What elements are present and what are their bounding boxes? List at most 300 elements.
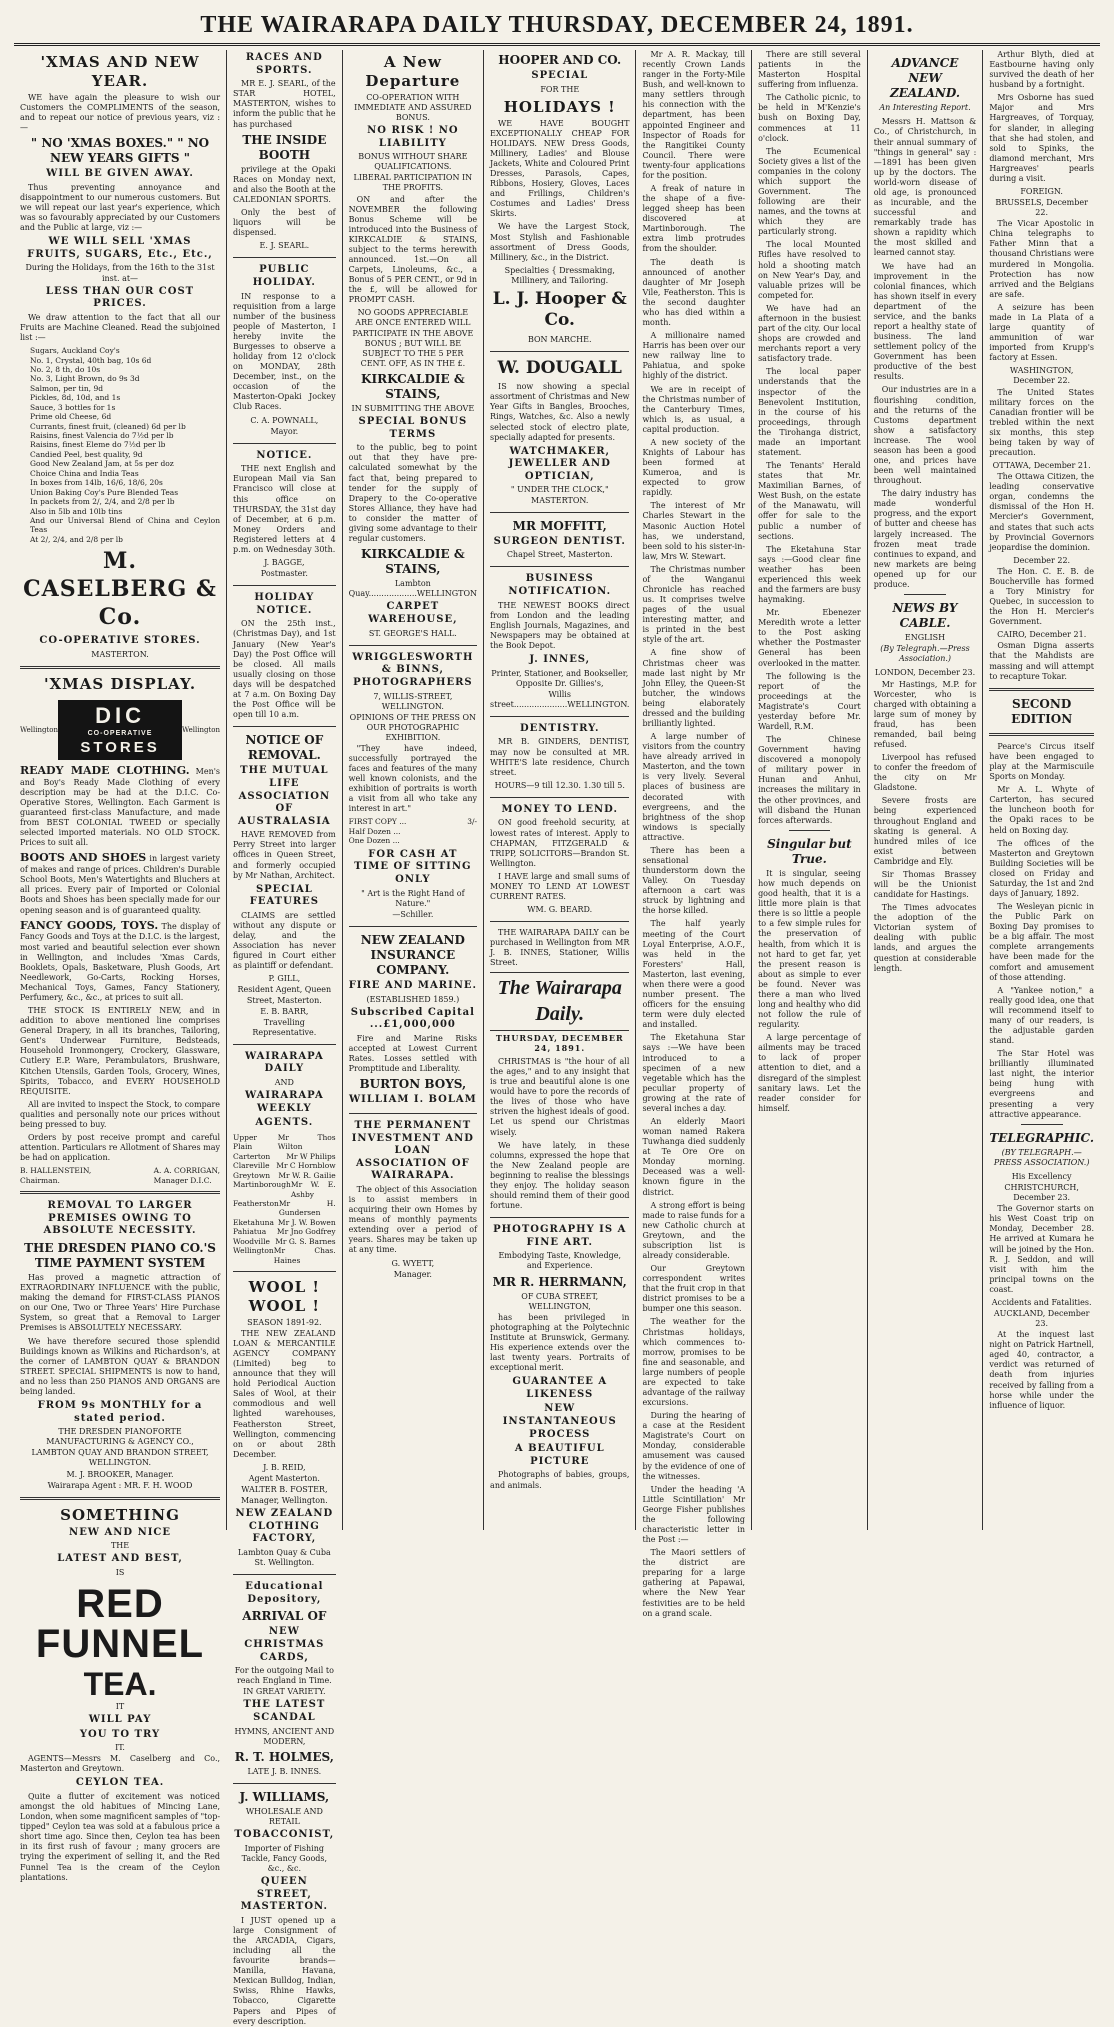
during-line: During the Holidays, from the 16th to the 31st inst. at—: [25, 263, 215, 283]
news-item: We are in receipt of the Christmas number of the Canterbury Times, which is, as usual, a capital production.: [642, 384, 746, 434]
accident-item: At the inquest last night on Patrick Hartnell, aged 40, contractor, a verdict was returned of death from injuries received by falling from a horse while under the influence of liquor.: [989, 1330, 1094, 1410]
reid-sig: J. B. REID,: [263, 1462, 306, 1472]
agent-person: Mr H. Gundersen: [278, 1198, 336, 1218]
news-item: Mr. Ebenezer Meredith wrote a letter to the Post asking whether the Postmaster General has been overlooked in the matter.: [758, 608, 861, 668]
permanent-heading: THE PERMANENT INVESTMENT AND LOAN ASSOCIATION OF WAIRARAPA.: [351, 1120, 474, 1182]
holiday-notice-heading: HOLIDAY NOTICE.: [254, 592, 315, 616]
holiday-notice-text: ON the 25th inst., (Christmas Day), and 1st January (New Year's Day) the Post Office will be closed. All mails usually closing on those days will be despatched at 7 a.m. On Boxing Day the Post Office will be open till 10 a.m.: [233, 619, 336, 720]
agent-town: Wellington: [233, 1246, 274, 1256]
schiller-line: —Schiller.: [392, 909, 434, 919]
agent-row: [233, 1237, 336, 1246]
column-7: [868, 50, 984, 1530]
dic-logo-mid: CO-OPERATIVE: [87, 729, 153, 737]
opinions-text: "They have indeed, successfully portrayed the faces and features of the many well known colonists, and the exhibition of portraits is worth a visit from all who take any interest in art.": [348, 743, 478, 814]
cable-item: The Times advocates the adoption of the Victorian system of dealing with public lands, and argues the question at considerable length.: [873, 903, 977, 973]
agent-town: Woodville: [233, 1236, 270, 1246]
gill-title: Resident Agent, Queen Street, Masterton.: [237, 985, 332, 1005]
agents-heading: AGENTS.: [255, 1117, 314, 1129]
column-2: [227, 50, 343, 2026]
hooper-text: WE HAVE BOUGHT EXCEPTIONALLY CHEAP FOR HOLIDAYS. NEW Dress Goods, Millinery, Ladies' and Blouse Jackets, White and Coloured Print Dresses, Parasols, Capes, Ribbons, Hosiery, Gloves, Laces and Frillings, Children's Costumes and Ladies' Dress Skirts.: [490, 118, 630, 219]
price-item: No. 2, 8 th, do 10s: [30, 364, 101, 374]
divider: [233, 1574, 336, 1575]
is-line: IS: [115, 1567, 125, 1577]
brooker-line: M. J. BROOKER, Manager.: [66, 1469, 174, 1479]
the-line: THE: [110, 1541, 130, 1551]
divider: [490, 1217, 629, 1218]
singular-text: It is singular, seeing how much depends on good health, that it is a little more plain is that there is so little a people to a few simple rules for the preservation of health, from which it is not hard to get far, yet the present reason is about as simple to ever be found. Never was there a man who lived long and healthy who did not follow the rule of regularity.: [758, 869, 861, 1030]
williams-text: I JUST opened up a large Consignment of the ARCADIA, Cigars, including all the favourite brands—Manilla, Havana, Mexican Bulldog, Indian, Swiss, Rhine Hawks, Tobacco, Cigarette Papers and Pipes of every description.: [233, 1915, 336, 2026]
bagge-sig: J. BAGGE,: [264, 558, 305, 567]
stock-text: THE STOCK IS ENTIRELY NEW, and in addition to above mentioned line comprises General Drapery, in all its branches, Tailoring, Gent's Underwear Furniture, Bedsteads, Household Ironmongery, Crockery, Glassware, Cutlery E.P. Ware, Perambulators, Brushware, Kitchen Utensils, Garden Tools, Grocery, Wines, Spirits, Tobacco, and EVERY HOUSEHOLD REQUISITE.: [20, 1006, 221, 1096]
ceylon-text: Quite a flutter of excitement was noticed amongst the old habitues of Mincing Lane, London, when some magnificent samples of "top-tipped" Ceylon tea was sold at a fabulous price a short time ago. Since then, Ceylon tea has been in its first rush of favour ; many grocers are trying the experiment of selling it, and the Red Funnel Tea is the cream of the Ceylon plantations.: [20, 1792, 221, 1882]
dresden-heading: THE DRESDEN PIANO CO.'S TIME PAYMENT SYSTEM: [24, 1240, 216, 1270]
brussels-dateline: BRUSSELS, December 22.: [995, 198, 1088, 218]
agent-row: [233, 1199, 336, 1218]
postmaster-title: Postmaster.: [260, 569, 308, 579]
williams-name: J. WILLIAMS,: [239, 1789, 330, 1804]
agent-town: Greytown: [233, 1170, 271, 1180]
news-item: Under the heading 'A Little Scintillation' Mr George Fisher publishes the following characteristic letter in the Post :—: [642, 1484, 746, 1545]
specialties: Specialties { Dressmaking, Millinery, and Tailoring.: [504, 265, 615, 285]
foreign-item: A seizure has been made in La Plata of a large quantity of ammunition of war imported from Krupp's factory at Essen.: [989, 302, 1094, 363]
for-the: FOR THE: [540, 84, 580, 94]
notice-text: THE next English and European Mail via San Francisco will close at this office on THURSDAY, the 31st day of December, at 6 p.m. Money Orders and Registered letters at 4 p.m. on Wednesday 30th.: [233, 464, 336, 554]
printer-line: Printer, Stationer, and Bookseller, Opposite Dr. Gillies's,: [491, 668, 629, 688]
booth-text: privilege at the Opaki Races on Monday next, and also the Booth at the CALEDONIAN SPORTS.: [233, 164, 336, 205]
english-mail: For the outgoing Mail to reach England in Time.: [234, 1666, 334, 1686]
herrmann-addr: OF CUBA STREET, WELLINGTON,: [521, 1291, 599, 1311]
news-item: Mrs Osborne has sued Major and Mrs Hargreaves, of Torquay, for slander, in alleging that she had stolen, and sold to Spinks, the diamond merchant, Mrs Hargreaves' pearls during a visit.: [989, 93, 1094, 183]
educational-heading: Educational Depository,: [245, 1581, 324, 1605]
divider: [989, 733, 1094, 736]
fancy-text: The display of Fancy Goods and Toys at the D.I.C. is the largest, most varied and beautiful selection ever shown in Wellington, and includes 'Xmas Cards, Booklets, Opals, Basketware, Plush Goods, Art Needlework, Go-Carts, Rocking Horses, Mechanical Toys, Games, Fancy Stationery, Perfumery, &c., &c., at prices to suit all.: [20, 921, 221, 1002]
news-item: The Christmas number of the Wanganui Chronicle has reached us. It comprises twelve pages of the usual interesting matter, and is printed in the best style of the art.: [642, 564, 746, 645]
divider: [490, 512, 629, 513]
established: (ESTABLISHED 1859.): [366, 994, 460, 1004]
column-4: [484, 50, 636, 1530]
queen-st-line: QUEEN STREET, MASTERTON.: [240, 1876, 329, 1913]
innes-name: J. INNES,: [529, 653, 591, 665]
column-3: [343, 50, 484, 1530]
foreign-item: The United States military forces on the Canadian frontier will be trebled within the next six months, this step being taken by way of precaution.: [989, 387, 1094, 457]
agent-row: [233, 1133, 336, 1152]
caselberg-name: M. CASELBERG & Co.: [23, 548, 217, 630]
divider: [789, 830, 830, 831]
news-item: Our Greytown correspondent writes that the fruit crop in that district promises to be a bumper one this season.: [642, 1264, 746, 1314]
lambton-line: LAMBTON QUAY AND BRANDON STREET, WELLINGTON.: [31, 1448, 209, 1468]
price-row: [349, 817, 477, 826]
beard-sig: WM. G. BEARD.: [527, 905, 593, 915]
price-item: Sauce, 3 bottles for 1s: [30, 402, 116, 412]
new-cards: NEW CHRISTMAS CARDS,: [244, 1626, 325, 1663]
news-cable-heading: NEWS BY CABLE.: [892, 601, 958, 631]
special-text: CLAIMS are settled without any dispute or delay, and the Association has never figured in Court either as plaintiff or defendant.: [233, 910, 336, 971]
dougall-text: IS now showing a special assortment of Christmas and New Year Gifts in Bangles, Brooches, Rings, Watches, &c. Also a newly selected stock of electro plate, specially adapted for presents.: [490, 382, 630, 442]
guarantee-line: GUARANTEE A LIKENESS: [512, 1376, 608, 1400]
kirkcaldie-name: KIRKCALDIE & STAINS,: [361, 371, 465, 401]
subscribed: Subscribed Capital ...£1,000,000: [350, 1006, 475, 1031]
willis-st-line: Willis street.....................WELLINGTON.: [490, 689, 630, 709]
sunday-text: Photographs of babies, groups, and animals.: [490, 1470, 630, 1490]
display-heading: 'XMAS DISPLAY.: [43, 675, 197, 694]
price-item: In packets from 2/, 2/4, and 2/8 per lb: [30, 497, 175, 507]
advance-text: Messrs H. Mattson & Co., of Christchurch, in their annual summary of "things in general" say :—1891 has been given up by the doctors. The world-worn disease of old age, is pronounced as incurable, and the successful and remarkably trade has shown a rapidity which the most skilled and learned cannot stay.: [873, 117, 977, 258]
news-item: We have had an afternoon in the busiest part of the city. Our local shops are crowded and merchants report a very satisfactory trade.: [758, 303, 861, 364]
boots-heading: BOOTS AND SHOES: [20, 851, 147, 865]
fire-marine: FIRE AND MARINE.: [348, 980, 477, 992]
xmas-heading: 'XMAS AND NEW YEAR.: [40, 53, 200, 90]
foreign-item: The Ottawa Citizen, the leading conservative organ, condemns the dismissal of the Hon H. Mercier's Government, and states that such acts by Provincial Governors jeopardise the dominion.: [989, 472, 1094, 552]
special-word: SPECIAL: [531, 70, 589, 82]
excellency-heading: His Excellency: [1011, 1171, 1072, 1181]
chapel-st: Chapel Street, Masterton.: [506, 550, 613, 560]
something-line: SOMETHING: [60, 1505, 180, 1524]
price-row: [349, 827, 477, 836]
price-item: Salmon, per tin, 9d: [30, 383, 104, 393]
departure-text: ON and after the NOVEMBER the following Bonus Scheme will be introduced into the Business of KIRKCALDIE & STAINS, subject to the terms herewith announced. 1st.—On all Carpets, Linoleums, &c., a Bonus of 5 PER CENT., or 9d in the £, will be allowed for PROMPT CASH.: [348, 194, 478, 305]
importer-line: Importer of Fishing Tackle, Fancy Goods, &c., &c.: [241, 1843, 328, 1873]
divider: [233, 257, 336, 258]
divider: [233, 1044, 336, 1045]
local-item: Mr A. L. Whyte of Carterton, has secured the luncheon booth for the Opaki races to be held on Boxing day.: [989, 785, 1094, 835]
divider: [233, 726, 336, 727]
wai-daily: WAIRARAPA DAILY: [244, 1050, 324, 1075]
holmes-name: R. T. HOLMES,: [234, 1749, 334, 1764]
news-item: A large number of visitors from the country have already arrived in Masterton, and the town is very lively. Several places of business are decorated with evergreens, and the brightness of the shop windows is specially attractive.: [642, 732, 746, 842]
notice-heading: NOTICE.: [256, 449, 313, 461]
orders-text: Orders by post receive prompt and careful attention. Particulars re Allotment of Shares may be had on application.: [20, 1132, 221, 1163]
new-nice-line: NEW AND NICE: [69, 1526, 171, 1538]
ceylon-heading: CEYLON TEA.: [75, 1777, 165, 1789]
divider: [233, 1271, 336, 1272]
news-item: The Eketahuna Star says :—We have been introduced to a specimen of a new vegetable which has the peculiar property of growing at the rate of several inches a day.: [642, 1033, 746, 1113]
moffitt-name: MR MOFFITT,: [512, 518, 607, 533]
news-item: A strong effort is being made to raise funds for a new Catholic church at Greytown, and the subscription list is already considerable.: [642, 1200, 746, 1260]
red-funnel: RED FUNNEL: [35, 1581, 205, 1666]
reid-title: Agent Masterton.: [248, 1473, 320, 1483]
news-item: A freak of nature in the shape of a five-legged sheep has been discovered at Martinborough. The extra limb protrudes from the shoulder.: [642, 184, 746, 254]
nzcf-heading: NEW ZEALAND CLOTHING FACTORY,: [235, 1508, 334, 1545]
manager-title: Manager D.I.C.: [153, 1175, 212, 1185]
cable-item: Severe frosts are being experienced throughout England and skating is general. A hundred miles of ice exist between Cambridge and Ely.: [873, 796, 977, 866]
special-features: SPECIAL FEATURES: [249, 883, 319, 908]
agent-town: Martinborough: [233, 1180, 291, 1190]
masterton-line: MASTERTON.: [91, 650, 149, 659]
price-item: Candied Peel, best quality, 9d: [30, 449, 143, 459]
cable-item: Sir Thomas Brassey will be the Unionist candidate for Hastings.: [873, 869, 977, 900]
divider: [349, 1113, 477, 1114]
washington-dateline: WASHINGTON, December 22.: [1009, 366, 1074, 386]
cash-line: FOR CASH AT TIME OF SITTING ONLY: [354, 848, 472, 885]
telegraphic-sub: (BY TELEGRAPH.—PRESS ASSOCIATION.): [993, 1147, 1090, 1167]
bonus-text: to the public, beg to point out that they have pre-calculated somewhat by the fact that, being prepared to tender for the supply of Drapery to the Co-operative Stores Alliance, they have had to consider the matter of giving some advantage to their regular customers.: [348, 443, 478, 544]
news-item: The local paper understands that the inspector of the Benevolent Institution, in the course of his proceedings, through the Tirohanga district, made an important statement.: [758, 367, 861, 457]
ottawa-dateline: OTTAWA, December 21.: [992, 461, 1091, 471]
price-item: At 2/, 2/4, and 2/8 per lb: [30, 534, 123, 544]
news-item: Arthur Blyth, died at Eastbourne having only survived the death of her husband by a fortnight.: [989, 50, 1094, 90]
editorial-1: CHRISTMAS is "the hour of all the ages," and to any insight that is true and beautiful alone is one would have to pore the records of the lives of those who have striven the highest ideals of good. Let us spend our Christmas wisely.: [490, 1057, 630, 1137]
barr-title: Travelling Representative.: [252, 1017, 317, 1037]
price-item: Union Baking Coy's Pure Blended Teas: [30, 487, 179, 497]
new-departure: A New Departure: [365, 53, 461, 90]
news-item: There has been a sensational thunderstorm down the Valley. On Tuesday afternoon a cart was struck by lightning and the horse killed.: [642, 845, 746, 916]
attention-para: We draw attention to the fact that all our Fruits are Machine Cleaned. Read the subjoined list :—: [20, 312, 221, 342]
dic-logo-top: DIC: [95, 703, 145, 729]
dresden-text-2: We have therefore secured those splendid Buildings known as Wilkins and Richardson's, at the corner of LAMBTON QUAY & BRANDON STREET. SPECIAL SHIPMENTS is now to hand, and no less than 250 PIANOS AND ORGANS are being landed.: [20, 1336, 221, 1396]
watchmaker: WATCHMAKER, JEWELLER AND OPTICIAN,: [508, 445, 611, 482]
price-row: [349, 836, 477, 845]
price-label: FIRST COPY ...: [348, 817, 407, 827]
from-9s: FROM 9s MONTHLY for a stated period.: [37, 1400, 203, 1424]
news-item: The interest of Mr Charles Stewart in the Masonic Auction Hotel has, we understand, been sold to his sister-in-law, Mrs W. Stewart.: [642, 501, 746, 561]
news-item: The death is announced of another daughter of Mr Joseph Vile, Featherston. This is the second daughter who has died within a month.: [642, 257, 746, 328]
price-item: Choice China and India Teas: [30, 468, 139, 478]
xmas-para-1: WE have again the pleasure to wish our Customers the COMPLIMENTS of the season, and to repeat our notice of previous years, viz :—: [20, 92, 221, 133]
telegraphic-heading: TELEGRAPHIC.: [989, 1130, 1094, 1145]
news-item: A fine show of Christmas cheer was made last night by Mr John Elley, the Queen-St butcher, the windows being elaborately dressed and the building brilliantly lighted.: [642, 648, 746, 728]
column-8: [983, 50, 1100, 1530]
boots-text: in largest variety of makes and range of prices. Children's Durable School Boots, Men's Watertights and Bluchers at all prices. Every pair of Imported or Colonial Boots and Shoes has been specially made for our opening season and is of guaranteed quality.: [20, 854, 221, 915]
agent-person: Mr W Philips: [286, 1151, 336, 1161]
agent-person: Mr J. W. Bowen: [277, 1217, 336, 1227]
agent-row: [233, 1152, 336, 1161]
holidays-word: HOLIDAYS !: [503, 97, 616, 116]
nzic-heading: NEW ZEALAND INSURANCE COMPANY.: [360, 932, 465, 978]
hooper-heading: HOOPER AND CO.: [498, 53, 622, 67]
bon-marche: BON MARCHE.: [527, 334, 592, 344]
photo-sub: Embodying Taste, Knowledge, and Experience.: [498, 1251, 622, 1271]
cable-item: Liverpool has refused to confer the freedom of the city on Mr Gladstone.: [873, 753, 977, 793]
foreign-item: The Hon. C. E. B. de Boucherville has formed a Tory Ministry for Quebec, in succession to the Hon H. Mercier's Government.: [989, 566, 1094, 627]
photo-heading: PHOTOGRAPHY IS A FINE ART.: [493, 1224, 627, 1248]
no-risk: NO RISK ! NO LIABILITY: [367, 125, 459, 149]
latest-line: LATEST AND BEST,: [57, 1553, 183, 1565]
under-clock: " UNDER THE CLOCK," MASTERTON.: [510, 485, 609, 505]
wai-agent-line: Wairarapa Agent : MR. F. H. WOOD: [47, 1480, 193, 1490]
news-item: A new society of the Knights of Labour has been formed at Kumeroa, and is expected to grow rapidly.: [642, 437, 746, 498]
dic-logo-bottom: STORES: [80, 738, 160, 756]
foreign-item: The Vicar Apostolic in China telegraphs to Father Minn that a thousand Christians were murdered in Mongolia. Protection has now arrived and the Belgians are safe.: [989, 219, 1094, 299]
news-item: The Chinese Government having discovered a monopoly of military power in Hunan and Anhui, increases the military in the other provinces, and will disband the Hunan forces afterwards.: [758, 735, 861, 825]
local-item: Pearce's Circus itself have been engaged to play at the Marmiscuile Sports on Monday.: [989, 741, 1094, 782]
coop-line: CO-OPERATION WITH IMMEDIATE AND ASSURED BONUS.: [354, 92, 472, 122]
advance-text-2: We have had an improvement in the colonial finances, which has shown itself in every department of the service, and the banks report a healthy state of business. The land settlement policy of the Government has been productive of the best results.: [873, 261, 977, 382]
dresden-text: Has proved a magnetic attraction of EXTRAORDINARY INFLUENCE with the public, making the demand for FIRST-CLASS PIANOS on our One, Two or Three Years' Hire Purchase System, so great that a Removal to Larger Premises is ABSOLUTELY NECESSARY.: [20, 1273, 221, 1333]
holmes-late: LATE J. B. INNES.: [247, 1766, 322, 1776]
wholesale-line: WHOLESALE AND RETAIL: [245, 1807, 323, 1827]
divider: [490, 921, 629, 922]
divider: [233, 585, 336, 586]
divider: [490, 566, 629, 567]
price-item: And our Universal Blend of China and Ceylon Teas: [30, 515, 221, 535]
carpet-warehouse: CARPET WAREHOUSE,: [368, 601, 458, 626]
mutual-text: HAVE REMOVED from Perry Street into larger offices in Queen Street, and formerly occupied by Mr Nathan, Architect.: [233, 830, 336, 880]
agent-row: [233, 1246, 336, 1265]
column-5: [636, 50, 752, 1618]
bonus-line: BONUS WITHOUT SHARE QUALIFICATIONS.: [358, 152, 468, 172]
manager-name: A. A. CORRIGAN,: [153, 1166, 221, 1176]
price-item: Currants, finest fruit, (cleaned) 6d per lb: [30, 421, 186, 431]
books-text: THE NEWEST BOOKS direct from London and the leading English Journals, Magazines, and Newspapers may be obtained at the Book Depot.: [490, 600, 630, 650]
agents-line: AGENTS—Messrs M. Caselberg and Co., Masterton and Greytown.: [20, 1754, 221, 1774]
divider: [349, 926, 477, 927]
price-item: Raisins, finest Valencia do 7½d per lb: [30, 431, 174, 440]
books-heading: BUSINESS NOTIFICATION.: [508, 573, 612, 597]
cairo-dateline: CAIRO, December 21.: [997, 630, 1087, 640]
divider: [490, 716, 629, 717]
agent-person: Mr G. S. Barnes: [275, 1236, 336, 1246]
price-label: Half Dozen ...: [348, 826, 401, 836]
chairman-title: Chairman.: [20, 1175, 60, 1185]
news-item: An elderly Maori woman named Rakera Tuwhanga died suddenly at Te Ore Ore on Monday morning. Deceased was a well-known figure in the district.: [642, 1116, 746, 1197]
season-line: SEASON 1891-92.: [247, 1317, 322, 1327]
beautiful-line: A BEAUTIFUL PICTURE: [514, 1443, 605, 1467]
dic-row: [20, 696, 220, 764]
xmas-para-2: Thus preventing annoyance and disappointment to our numerous customers. But we will repeat our last year's experience, which was so favourably appreciated by our Customers and the Public at large, viz :—: [20, 182, 221, 233]
accidents-heading: Accidents and Fatalities.: [991, 1297, 1092, 1307]
dic-logo: [58, 700, 182, 760]
submitting-line: IN SUBMITTING THE ABOVE: [351, 404, 475, 414]
agent-town: Pahiatua: [233, 1227, 267, 1237]
hymns-line: HYMNS, ANCIENT AND MODERN,: [234, 1726, 335, 1746]
herrmann-name: MR R. HERRMANN,: [492, 1274, 627, 1289]
fruits-line: WE WILL SELL 'XMAS FRUITS, SUGARS, Etc., Etc.,: [27, 236, 213, 260]
singular-text-2: A large percentage of ailments may be traced to lack of proper attention to diet, and a disregard of the simplest sanitary laws. Let the reader consider for himself.: [758, 1033, 861, 1113]
dresden-co: THE DRESDEN PIANOFORTE MANUFACTURING & AGENCY CO.,: [46, 1427, 194, 1447]
divider: [349, 645, 477, 646]
photo-prices: [349, 817, 477, 845]
tobacconist-line: TOBACCONIST,: [234, 1829, 335, 1841]
price-value: 3/-: [467, 817, 478, 827]
telegraph-line: (By Telegraph.—Press Association.): [880, 644, 970, 664]
foster-title: Manager, Wellington.: [240, 1496, 328, 1506]
agent-row: [233, 1180, 336, 1199]
foster-sig: WALTER B. FOSTER,: [241, 1485, 328, 1495]
and-word: AND: [274, 1078, 294, 1088]
advance-text-4: The dairy industry has made wonderful progress, and the export of butter and cheese has largely increased. The frozen meat trade continues to expand, and new markets are being opened up for our produce.: [873, 489, 977, 589]
dentistry-heading: DENTISTRY.: [519, 722, 600, 734]
news-item: The local Mounted Rifles have resolved to hold a shooting match on New Year's Day, and valuable prizes will be competed for.: [758, 240, 861, 300]
bolam-name: WILLIAM I. BOLAM: [348, 1094, 477, 1106]
price-label: One Dozen ...: [348, 836, 400, 846]
burton-boys: BURTON BOYS,: [359, 1077, 467, 1092]
divider: [20, 666, 220, 669]
great-variety: IN GREAT VARIETY.: [243, 1687, 326, 1697]
singular-heading: Singular but True.: [767, 836, 852, 866]
booth-text-2: Only the best of liquors will be dispensed.: [233, 208, 336, 238]
paper-title: The Wairarapa Daily.: [490, 972, 629, 1030]
right-hand-quote: " Art is the Right Hand of Nature.": [361, 888, 465, 908]
invited-text: All are invited to inspect the Stock, to compare qualities and personally note our prices without being pressed to buy.: [20, 1099, 221, 1129]
races-heading: RACES AND SPORTS.: [245, 52, 323, 76]
divider: [490, 351, 629, 352]
ljhooper-brand: L. J. Hooper & Co.: [492, 288, 627, 331]
dentistry-text: MR B. GINDERS, DENTIST, may now be consulted at MR. WHITE'S late residence, Church street.: [490, 737, 630, 777]
wrigglesworth-heading: WRIGGLESWORTH & BINNS, PHOTOGRAPHERS: [352, 651, 474, 688]
dateline: THURSDAY, DECEMBER 24, 1891.: [495, 1032, 624, 1053]
hooper-text-2: We have the Largest Stock, Most Stylish and Fashionable assortment of Dress Goods, Millinery, &c., in the District.: [490, 222, 630, 262]
surgeon-dentist: SURGEON DENTIST.: [493, 535, 626, 547]
price-item: In boxes from 14lb, 16/6, 18/6, 20s: [30, 478, 163, 488]
price-item: No. 1, Crystal, 40th bag, 10s 6d: [30, 355, 152, 365]
agent-row: [233, 1171, 336, 1180]
liberal-line: LIBERAL PARTICIPATION IN THE PROFITS.: [353, 173, 473, 193]
ready-made-heading: READY MADE CLOTHING.: [20, 763, 190, 777]
foreign-item: Osman Digna asserts that the Mahdists are massing and will attempt to recapture Tokar.: [989, 641, 1094, 681]
price-list: [30, 346, 220, 544]
cable-item: Mr Hastings, M.P. for Worcester, who is charged with obtaining a large sum of money by fraud, has been remanded, bail being refused.: [873, 679, 977, 749]
hours-line: HOURS—9 till 12.30. 1.30 till 5.: [494, 780, 625, 790]
scandal-heading: THE LATEST SCANDAL: [243, 1699, 326, 1724]
christchurch-dateline: CHRISTCHURCH, December 23.: [1004, 1183, 1079, 1203]
local-item: The offices of the Masterton and Greytown Building Societies will be closed on Friday and Saturday, the 1st and 2nd days of January, 1892.: [989, 838, 1094, 898]
wellington-label: Wellington: [20, 725, 59, 734]
no-boxes-line: " NO 'XMAS BOXES." " NO NEW YEARS GIFTS ": [30, 136, 210, 166]
lambton-quay-line: Lambton Quay & Cuba St. Wellington.: [237, 1547, 331, 1568]
advance-sub: An Interesting Report.: [879, 103, 971, 113]
news-item: The Ecumenical Society gives a list of the companies in the colony which support the Government. The following are their names, and the towns at which they are particularly strong.: [758, 146, 861, 237]
agent-town: Featherston: [233, 1198, 279, 1208]
divider: [1021, 1124, 1063, 1125]
divider: [20, 1497, 220, 1500]
races-text: MR E. J. SEARL, of the STAR HOTEL, MASTERTON, wishes to inform the public that he has purchased: [233, 79, 336, 129]
editorial-2: We have lately, in these columns, expressed the hope that the New Zealand people are beginning to realise the blessings they enjoy. The holiday season should remind them of their good fortune.: [490, 1140, 630, 1211]
column-6: [752, 50, 868, 1530]
news-item: During the hearing of a case at the Resident Magistrate's Court on Monday, considerable amusement was caused by the evidence of one of the witnesses.: [642, 1411, 746, 1481]
agent-person: Mr Chas. Haines: [273, 1246, 336, 1265]
price-item: Prime old Cheese, 6d: [30, 412, 112, 422]
opinions-line: OPINIONS OF THE PRESS ON OUR PHOTOGRAPHIC EXHIBITION.: [349, 712, 477, 742]
wool-text: THE NEW ZEALAND LOAN & MERCANTILE AGENCY COMPANY (Limited) beg to announce that they will hold Periodical Auction Sales of Wool, at their commodious and well lighted warehouses, Featherston Street, Wellington, commencing on or about 28th December.: [233, 1328, 336, 1459]
nzic-text: Fire and Marine Risks accepted at Lowest Current Rates. Losses settled with Promptitude and Liberality.: [348, 1033, 478, 1074]
agent-town: Eketahuna: [233, 1217, 274, 1227]
wyett-title: Manager.: [393, 1269, 432, 1279]
no-goods-line: NO GOODS APPRECIABLE ARE ONCE ENTERED WILL PARTICIPATE IN THE ABOVE BONUS ; BUT WILL BE SUBJECT TO THE 5 PER CENT. OFF, AS IN THE £.: [352, 308, 474, 368]
barr-sig: E. B. BARR,: [260, 1006, 309, 1016]
mutual-heading: THE MUTUAL LIFE ASSOCIATION OF AUSTRALASIA: [238, 765, 331, 827]
it-line: IT: [115, 1701, 125, 1711]
divider: [490, 797, 629, 798]
dougall-brand: W. DOUGALL: [497, 357, 622, 378]
agent-town: Carterton: [233, 1151, 271, 1161]
it-line-2: IT.: [115, 1743, 125, 1753]
agent-person: Mr W. R. Gailie: [278, 1170, 336, 1180]
george-hall: ST. GEORGE'S HALL.: [368, 628, 457, 638]
agent-row: [233, 1161, 336, 1170]
price-item: Also in 5lb and 10lb tins: [30, 506, 123, 516]
news-item: The following is the report of the proceedings at the Magistrate's Court yesterday before Mr. Wardell, R.M.: [758, 671, 861, 731]
removal-notice-heading: NOTICE OF REMOVAL.: [245, 733, 324, 763]
news-item: The weather for the Christmas holidays, which commences to-morrow, promises to be fine and seasonable, and large numbers of people are expected to take advantage of the railway excursions.: [642, 1317, 746, 1408]
second-edition: SECOND EDITION: [1011, 696, 1073, 726]
money-heading: MONEY TO LEND.: [501, 803, 618, 815]
holiday-heading: PUBLIC HOLIDAY.: [252, 264, 316, 289]
signatures: [20, 1166, 220, 1185]
arrival-heading: ARRIVAL OF: [242, 1609, 327, 1624]
divider: [989, 688, 1094, 691]
price-item: Good New Zealand Jam, at 5s per doz: [30, 459, 174, 469]
agents-list: [233, 1133, 336, 1265]
mayor-title: Mayor.: [270, 426, 299, 436]
news-item: The Tenants' Herald states that Mr. Maximilian Barnes, of West Bush, on the estate of the Manawatu, will offer for sale to the public a number of sections.: [758, 461, 861, 541]
london-dateline: LONDON, December 23.: [874, 668, 976, 678]
auckland-dateline: AUCKLAND, December 23.: [993, 1309, 1090, 1329]
local-item: A "Yankee notion," a really good idea, one that will recommend itself to many of our readers, is the adjustable garden stand.: [989, 985, 1094, 1046]
fancy-heading: FANCY GOODS, TOYS.: [20, 918, 159, 932]
wyett-sig: G. WYETT,: [391, 1258, 435, 1268]
price-item: No. 3, Light Brown, do 9s 3d: [30, 374, 140, 384]
divider: [233, 1783, 336, 1784]
